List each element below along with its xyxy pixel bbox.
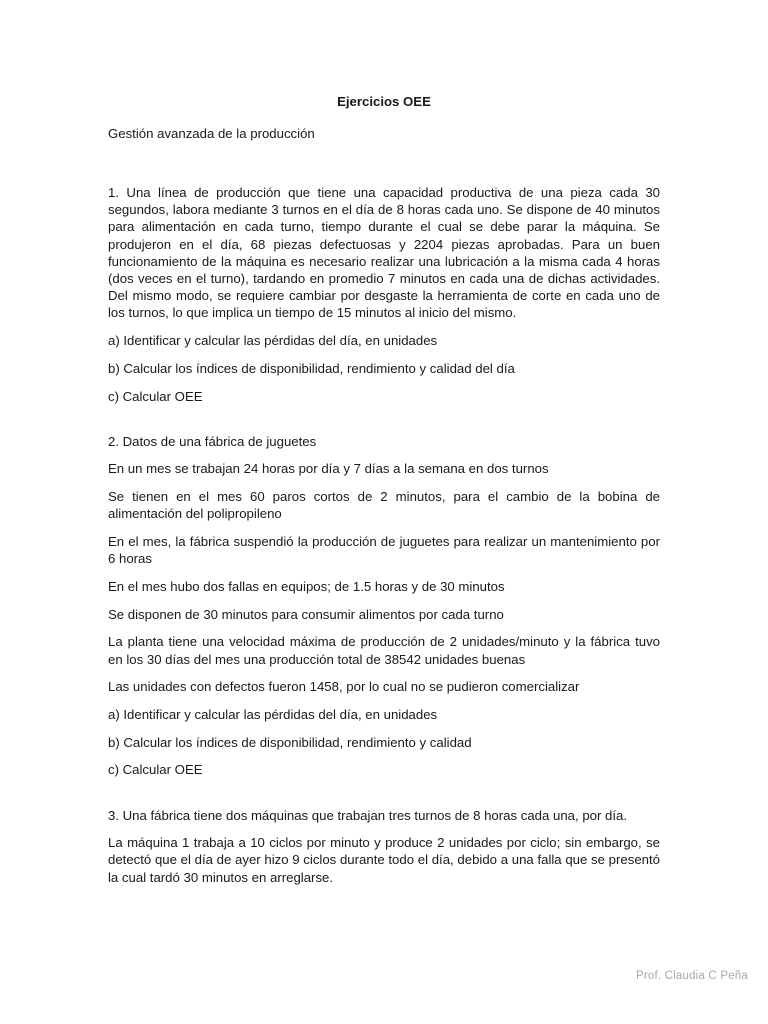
exercise-1-question-c: c) Calcular OEE bbox=[108, 388, 203, 404]
exercise-1-statement: 1. Una línea de producción que tiene una capacidad productiva de una pieza cada 30 segundos, labora mediante 3 turnos en el día de 8 horas cada uno. Se dispone de 40 minutos para alimentación en cada turno, tiempo durante el cual se debe parar la máquina. Se produjeron en el día, 68 piezas defectuosas y 2204 piezas aprobadas. Para un buen funcionamiento de la máquina es necesario realizar una lubricación a la misma cada 4 horas (dos veces en el turno), tardando en promedio 7 minutos en cada una de dichas actividades. Del mismo modo, se requiere cambiar por desgaste la herramienta de corte en cada uno de los turnos, lo que implica un tiempo de 15 minutos al inicio del mismo. bbox=[108, 185, 660, 321]
exercise-2-paragraph: En un mes se trabajan 24 horas por día y 7 días a la semana en dos turnos bbox=[108, 461, 549, 477]
exercise-2-paragraph: En el mes, la fábrica suspendió la producción de juguetes para realizar un mantenimiento por 6 horas bbox=[108, 534, 660, 567]
exercise-2-paragraph: Se disponen de 30 minutos para consumir alimentos por cada turno bbox=[108, 606, 504, 622]
exercise-3-heading: 3. Una fábrica tiene dos máquinas que trabajan tres turnos de 8 horas cada una, por día. bbox=[108, 807, 628, 823]
document-body bbox=[108, 184, 660, 896]
exercise-1-question-a: a) Identificar y calcular las pérdidas del día, en unidades bbox=[108, 333, 438, 349]
exercise-2-question-a: a) Identificar y calcular las pérdidas del día, en unidades bbox=[108, 706, 438, 722]
exercise-2-heading: 2. Datos de una fábrica de juguetes bbox=[108, 433, 317, 449]
exercise-2-paragraph: Se tienen en el mes 60 paros cortos de 2 minutos, para el cambio de la bobina de alimentación del polipropileno bbox=[108, 489, 660, 522]
exercise-2-paragraph: En el mes hubo dos fallas en equipos; de 1.5 horas y de 30 minutos bbox=[108, 578, 505, 594]
exercise-2-question-b: b) Calcular los índices de disponibilidad, rendimiento y calidad bbox=[108, 734, 472, 750]
exercise-2-question-c: c) Calcular OEE bbox=[108, 762, 203, 778]
exercise-2-paragraph: Las unidades con defectos fueron 1458, por lo cual no se pudieron comercializar bbox=[108, 679, 580, 695]
document-subtitle: Gestión avanzada de la producción bbox=[108, 126, 315, 141]
document-title: Ejercicios OEE bbox=[337, 94, 431, 109]
author-footer: Prof. Claudia C Peña bbox=[635, 970, 748, 982]
exercise-1-question-b: b) Calcular los índices de disponibilidad, rendimiento y calidad del día bbox=[108, 360, 515, 376]
exercise-3-paragraph: La máquina 1 trabaja a 10 ciclos por minuto y produce 2 unidades por ciclo; sin embargo, se detectó que el día de ayer hizo 9 ciclos durante todo el día, debido a una falla que se presentó la cual tardó 30 minutos en arreglarse. bbox=[108, 835, 660, 885]
exercise-2-paragraph: La planta tiene una velocidad máxima de producción de 2 unidades/minuto y la fábrica tuvo en los 30 días del mes una producción total de 38542 unidades buenas bbox=[108, 634, 660, 667]
